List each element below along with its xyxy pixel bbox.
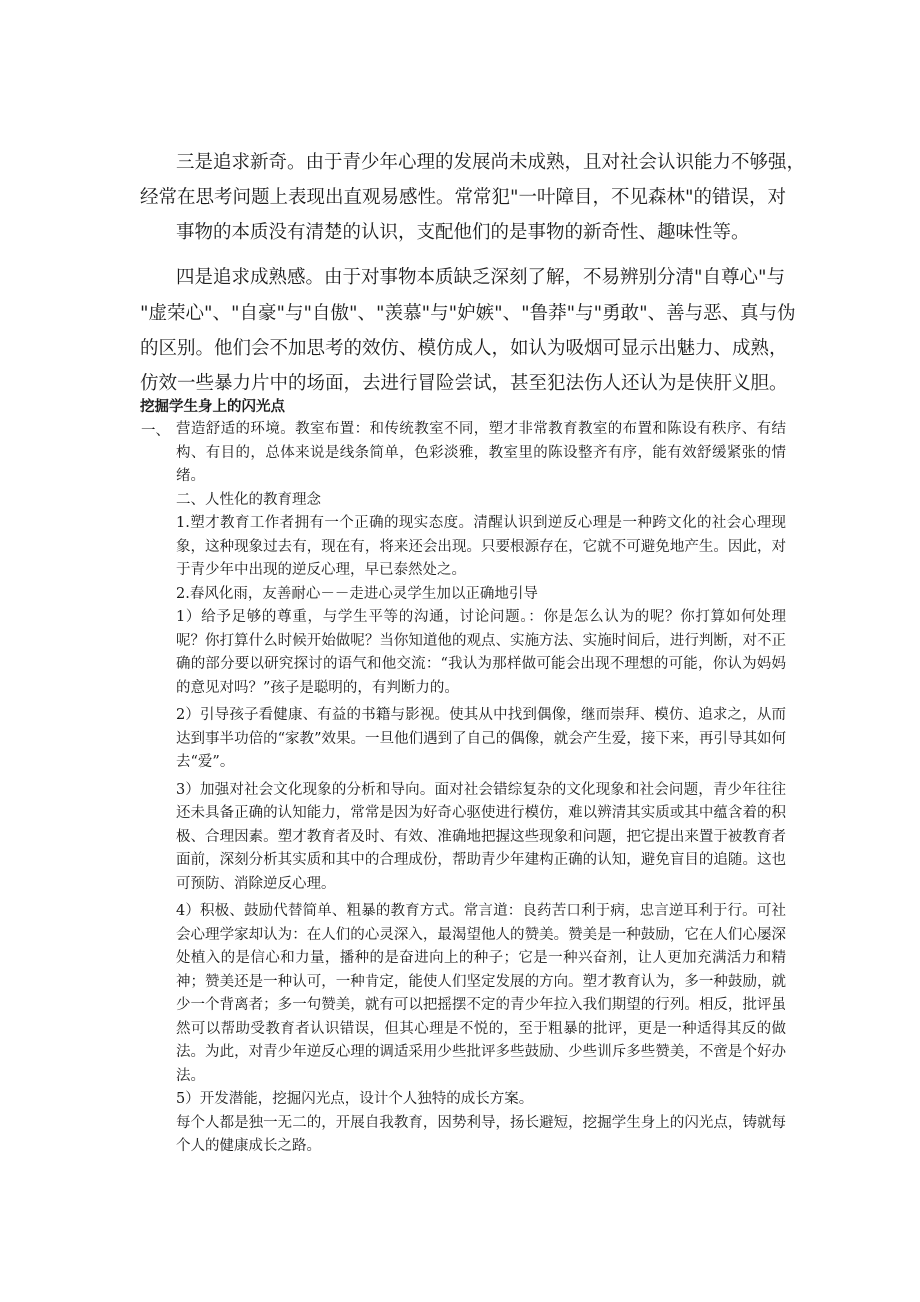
section-heading: 挖掘学生身上的闪光点 (140, 398, 285, 415)
paragraph: 2）引导孩子看健康、有益的书籍与影视。使其从中找到偶像，继而崇拜、模仿、追求之，从而达到事半功倍的“家教”效果。一旦他们遇到了自己的偶像，就会产生爱，接下来，再引导其如何去“爱”。 (176, 707, 786, 770)
section-body (176, 418, 786, 1159)
paragraph: 每个人都是独一无二的，开展自我教育，因势利导，扬长避短，挖掘学生身上的闪光点，铸就每个人的健康成长之路。 (176, 1114, 786, 1154)
paragraph: 营造舒适的环境。教室布置：和传统教室不同，塑才非常教育教室的布置和陈设有秩序、有结构、有目的，总体来说是线条简单，色彩淡雅，教室里的陈设整齐有序，能有效舒缓紧张的情绪。 (176, 421, 786, 484)
paragraph-line: 三是追求新奇。由于青少年心理的发展尚未成熟，且对社会认识能力不够强， (176, 152, 806, 173)
paragraph: 3）加强对社会文化现象的分析和导向。面对社会错综复杂的文化现象和社会问题，青少年往往还未具备正确的认知能力，常常是因为好奇心驱使进行模仿，难以辨清其实质或其中蕴含着的积极、合理因素。塑才教育者及时、有效、准确地把握这些现象和问题，把它提出来置于被教育者面前，深刻分析其实质和其中的合理成份，帮助青少年建构正确的认知，避免盲目的追随。这也可预防、消除逆反心理。 (176, 781, 786, 892)
paragraph: 1.塑才教育工作者拥有一个正确的现实态度。清醒认识到逆反心理是一种跨文化的社会心理现象，这种现象过去有，现在有，将来还会出现。只要根源存在，它就不可避免地产生。因此，对于青少年中出现的逆反心理，早已泰然处之。 (176, 515, 786, 578)
paragraph: 2.春风化雨，友善耐心－－走进心灵学生加以正确地引导 (176, 585, 538, 602)
paragraph-line: 仿效一些暴力片中的场面，去进行冒险尝试，甚至犯法伤人还认为是侠肝义胆。 (140, 373, 788, 394)
list-number: 一、 (141, 423, 170, 439)
paragraph: 1）给予足够的尊重，与学生平等的沟通，讨论问题。：你是怎么认为的呢？你打算如何处理呢？你打算什么时候开始做呢？当你知道他的观点、实施方法、实施时间后，进行判断，对不正确的部分要以研究探讨的语气和他交流：“我认为那样做可能会出现不理想的可能，你认为妈妈的意见对吗？”孩子是聪明的，有判断力的。 (176, 609, 786, 696)
paragraph-line: 事物的本质没有清楚的认识，支配他们的是事物的新奇性、趣味性等。 (176, 222, 750, 243)
paragraph: 5）开发潜能，挖掘闪光点，设计个人独特的成长方案。 (176, 1091, 534, 1107)
paragraph-line: "虚荣心"、"自豪"与"自傲"、"羡慕"与"妒嫉"、"鲁莽"与"勇敢"、善与恶、真与伪 (140, 303, 796, 324)
paragraph-line: 的区别。他们会不加思考的效仿、模仿成人，如认为吸烟可显示出魅力、成熟， (140, 338, 788, 359)
paragraph: 二、人性化的教育理念 (176, 491, 321, 508)
paragraph: 4）积极、鼓励代替简单、粗暴的教育方式。常言道：良药苦口利于病，忠言逆耳利于行。可社会心理学家却认为：在人们的心灵深入，最渴望他人的赞美。赞美是一种鼓励，它在人们心屡深处植入的是信心和力量，播种的是奋进向上的种子；它是一种兴奋剂，让人更加充满活力和精神；赞美还是一种认可，一种肯定，能使人们坚定发展的方向。塑才教育认为，多一种鼓励，就少一个背离者；多一句赞美，就有可以把摇摆不定的青少年拉入我们期望的行列。相反，批评虽然可以帮助受教育者认识错误，但其心理是不悦的，至于粗暴的批评，更是一种适得其反的做法。为此，对青少年逆反心理的调适采用少些批评多些鼓励、少些训斥多些赞美，不啻是个好办法。 (176, 903, 786, 1084)
paragraph-line: 经常在思考问题上表现出直观易感性。常常犯"一叶障目，不见森林"的错误，对 (140, 187, 787, 208)
paragraph-line: 四是追求成熟感。由于对事物本质缺乏深刻了解，不易辨别分清"自尊心"与 (176, 267, 786, 288)
